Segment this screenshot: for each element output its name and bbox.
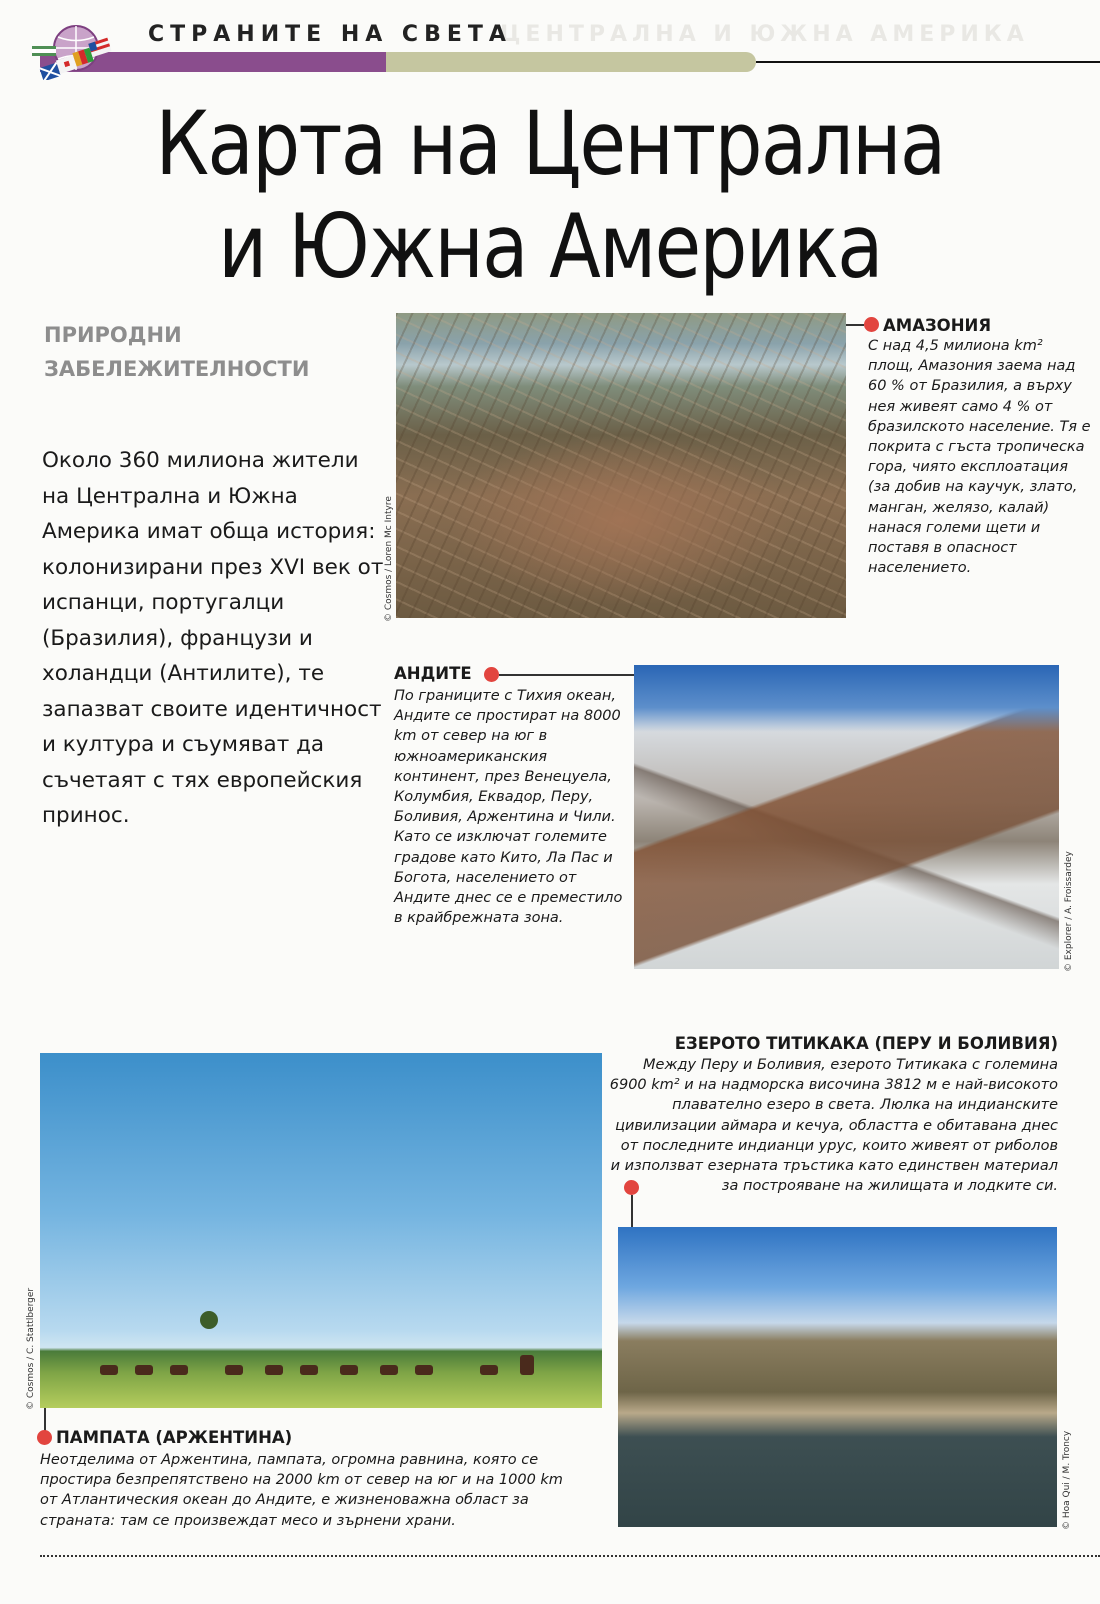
titicaca-leader-line <box>631 1195 633 1227</box>
amazon-marker-dot <box>864 317 879 332</box>
andes-marker-dot <box>484 667 499 682</box>
cattle <box>265 1365 283 1375</box>
cattle <box>100 1365 118 1375</box>
section-heading <box>44 318 309 386</box>
andes-description: По границите с Тихия океан, Андите се простират на 8000 km от север на юг в южноамериканския континент, през Венецуела, Колумбия, Еквадор, Перу, Боливия, Аржентина и Чили. Като се изключат големите градове като Кито, Ла Пас и Богота, населението от Андите днес се е преместило в крайбрежната зона. <box>394 688 623 927</box>
cattle <box>225 1365 243 1375</box>
pampa-description: Неотделима от Аржентина, пампата, огромна равнина, която се простира безпрепятствено на 2000 km от север на юг и на 1000 km от Атлантическия океан до Андите, е жизненоважна област за страната: там се произвеждат месо и зърнени храни. <box>40 1452 563 1529</box>
titicaca-photo <box>618 1227 1057 1527</box>
titicaca-photo-credit: © Hoa Qui / M. Troncy <box>1062 1430 1072 1530</box>
andes-photo <box>634 665 1059 969</box>
andes-leader-line <box>499 674 634 676</box>
titicaca-description: Между Перу и Боливия, езерото Титикака с големина 6900 km² и на надморска височина 3812 м е най-високото плавателно езеро в света. Люлка на индианските цивилизации аймара и кечуа, областта е обитавана днес от последните индианци урус, които живеят от риболов и използват езерната тръстика като единствен материал за построяване на жилищата и лодките си. <box>609 1057 1058 1195</box>
amazon-description: С над 4,5 милиона km² площ, Амазония заема над 60 % от Бразилия, а върху нея живеят само 4 % от бразилското население. Тя е покрита с гъста тропическа гора, чиято експлоатация (за добив на каучук, злато, манган, желязо, калай) нанася големи щети и поставя в опасност населението. <box>868 338 1091 577</box>
titicaca-title: ЕЗЕРОТО ТИТИКАКА (ПЕРУ И БОЛИВИЯ) <box>674 1034 1058 1053</box>
amazon-leader-line <box>846 324 864 326</box>
cattle <box>135 1365 153 1375</box>
pampa-tree <box>200 1311 218 1329</box>
page-title-line1: Карта на Централна <box>155 92 945 195</box>
section-heading-line1: ПРИРОДНИ <box>44 323 182 347</box>
intro-paragraph: Около 360 милиона жители на Централна и Южна Америка имат обща история: колонизирани през XVI век от испанци, португалци (Бразилия), французи и холандци (Антилите), те запазват своите идентичност и култура и съумяват да съчетаят с тях европейския принос. <box>42 448 384 828</box>
titicaca-marker-dot <box>624 1180 639 1195</box>
page-title <box>77 92 1023 298</box>
pampa-title: ПАМПАТА (АРЖЕНТИНА) <box>56 1428 293 1447</box>
andes-photo-credit: © Explorer / A. Froissardey <box>1064 851 1074 972</box>
amazon-photo <box>396 313 846 618</box>
cattle <box>480 1365 498 1375</box>
pampa-leader-line <box>44 1408 46 1432</box>
cattle <box>380 1365 398 1375</box>
header-rule <box>756 61 1100 63</box>
footer-dotted-rule <box>40 1555 1100 1557</box>
cattle <box>300 1365 318 1375</box>
header-bar-khaki <box>386 52 756 72</box>
header-ghost-text: ЦЕНТРАЛНА И ЮЖНА АМЕРИКА <box>500 22 1029 47</box>
horse-rider <box>520 1355 534 1375</box>
series-title: СТРАНИТЕ НА СВЕТА <box>148 22 512 47</box>
andes-title: АНДИТЕ <box>394 664 472 683</box>
section-heading-line2: ЗАБЕЛЕЖИТЕЛНОСТИ <box>44 357 310 381</box>
amazon-photo-credit: © Cosmos / Loren Mc Intyre <box>384 496 394 622</box>
cattle <box>170 1365 188 1375</box>
globe-with-flags-icon <box>28 24 136 80</box>
pampa-photo <box>40 1053 602 1408</box>
page-title-line2: и Южна Америка <box>218 195 882 298</box>
amazon-title: АМАЗОНИЯ <box>883 316 992 335</box>
cattle <box>340 1365 358 1375</box>
pampa-marker-dot <box>37 1430 52 1445</box>
cattle <box>415 1365 433 1375</box>
pampa-photo-credit: © Cosmos / C. Stattlberger <box>26 1287 36 1410</box>
